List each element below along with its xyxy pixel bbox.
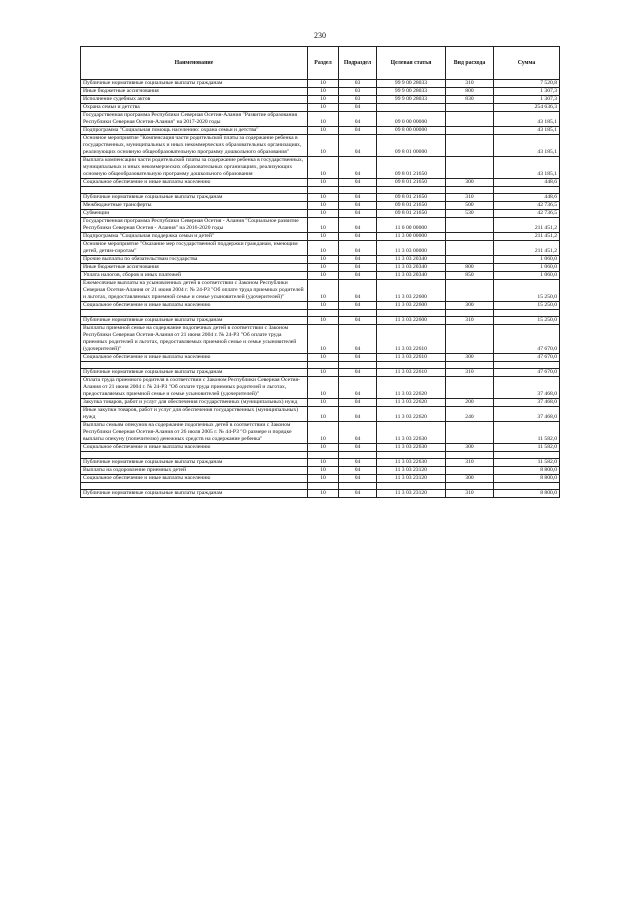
cell-celevaya: 11 3 03 22620: [377, 407, 446, 422]
cell-summa: 43 185,1: [494, 135, 560, 157]
cell-podrazdel: 04: [339, 377, 377, 399]
cell-podrazdel: 04: [339, 459, 377, 467]
cell-name: Социальное обеспечение и иные выплаты населению: [81, 179, 308, 187]
cell-vid: 850: [446, 272, 494, 280]
cell-razdel: 10: [308, 459, 339, 467]
cell-podrazdel: 04: [339, 467, 377, 475]
cell-celevaya: [377, 362, 446, 369]
cell-razdel: 10: [308, 80, 339, 88]
cell-vid: [446, 218, 494, 233]
cell-name: [81, 483, 308, 490]
cell-vid: 310: [446, 490, 494, 498]
cell-summa: [494, 452, 560, 459]
table-row: [81, 467, 560, 475]
cell-name: Публичные нормативные социальные выплаты гражданам: [81, 194, 308, 202]
table-row: [81, 490, 560, 498]
cell-summa: 15 250,0: [494, 280, 560, 302]
cell-name: Уплата налогов, сборов и иных платежей: [81, 272, 308, 280]
cell-razdel: 10: [308, 256, 339, 264]
cell-razdel: 10: [308, 325, 339, 354]
cell-razdel: 10: [308, 467, 339, 475]
cell-celevaya: 09 0 00 00000: [377, 112, 446, 127]
table-row: [81, 210, 560, 218]
cell-vid: 310: [446, 194, 494, 202]
cell-podrazdel: 04: [339, 104, 377, 112]
cell-podrazdel: 03: [339, 88, 377, 96]
cell-razdel: 10: [308, 444, 339, 452]
cell-name: Социальное обеспечение и иные выплаты населению: [81, 302, 308, 310]
cell-podrazdel: 04: [339, 241, 377, 256]
cell-vid: 800: [446, 264, 494, 272]
spacer-row: [81, 362, 560, 369]
cell-name: Основное мероприятие "Компенсация части родительской платы за содержание ребенка в государственных, муниципальных и иных некоммерческих образовательных организациях, реализующих основную общеобразовательную программу дошкольного образования": [81, 135, 308, 157]
header-razdel: Раздел: [308, 47, 339, 80]
cell-podrazdel: [339, 362, 377, 369]
cell-vid: [446, 256, 494, 264]
table-row: [81, 325, 560, 354]
cell-podrazdel: 04: [339, 280, 377, 302]
cell-podrazdel: 04: [339, 179, 377, 187]
cell-celevaya: [377, 104, 446, 112]
cell-name: Исполнение судебных актов: [81, 96, 308, 104]
cell-summa: [494, 483, 560, 490]
cell-summa: 15 250,0: [494, 317, 560, 325]
cell-name: [81, 187, 308, 194]
cell-razdel: 10: [308, 88, 339, 96]
cell-vid: 310: [446, 80, 494, 88]
cell-podrazdel: 04: [339, 210, 377, 218]
cell-vid: 310: [446, 459, 494, 467]
cell-razdel: 10: [308, 280, 339, 302]
cell-razdel: 10: [308, 218, 339, 233]
cell-celevaya: 11 3 03 00000: [377, 241, 446, 256]
cell-summa: 47 670,0: [494, 354, 560, 362]
cell-summa: 211 451,2: [494, 218, 560, 233]
cell-name: Публичные нормативные социальные выплаты гражданам: [81, 317, 308, 325]
cell-vid: [446, 241, 494, 256]
cell-celevaya: 09 8 00 00000: [377, 127, 446, 135]
table-row: [81, 112, 560, 127]
cell-name: Социальное обеспечение и иные выплаты населению: [81, 444, 308, 452]
cell-celevaya: 11 3 03 22630: [377, 444, 446, 452]
cell-celevaya: 09 8 01 00000: [377, 135, 446, 157]
table-row: [81, 354, 560, 362]
cell-name: Публичные нормативные социальные выплаты гражданам: [81, 80, 308, 88]
cell-vid: [446, 280, 494, 302]
cell-podrazdel: 04: [339, 369, 377, 377]
cell-celevaya: 11 3 03 22630: [377, 459, 446, 467]
cell-celevaya: 11 3 03 22610: [377, 369, 446, 377]
cell-summa: 43 185,1: [494, 112, 560, 127]
cell-summa: 1 307,3: [494, 96, 560, 104]
cell-name: Социальное обеспечение и иные выплаты населению: [81, 354, 308, 362]
cell-vid: 800: [446, 88, 494, 96]
cell-vid: 310: [446, 369, 494, 377]
cell-podrazdel: [339, 483, 377, 490]
cell-podrazdel: 04: [339, 302, 377, 310]
cell-celevaya: 11 3 03 20340: [377, 256, 446, 264]
cell-razdel: 10: [308, 475, 339, 483]
table-row: [81, 218, 560, 233]
cell-razdel: [308, 452, 339, 459]
cell-razdel: 10: [308, 127, 339, 135]
cell-name: Иные бюджетные ассигнования: [81, 88, 308, 96]
cell-vid: [446, 362, 494, 369]
cell-razdel: [308, 187, 339, 194]
cell-razdel: 10: [308, 157, 339, 179]
cell-name: Подпрограмма "Социальная помощь населению: охрана семьи и детства": [81, 127, 308, 135]
cell-summa: 42 736,5: [494, 210, 560, 218]
cell-podrazdel: 04: [339, 233, 377, 241]
cell-podrazdel: 04: [339, 127, 377, 135]
cell-name: Охрана семьи и детства: [81, 104, 308, 112]
cell-razdel: 10: [308, 179, 339, 187]
table-row: [81, 241, 560, 256]
cell-vid: [446, 467, 494, 475]
header-vid: Вид расхода: [446, 47, 494, 80]
cell-podrazdel: 04: [339, 317, 377, 325]
cell-vid: [446, 157, 494, 179]
table-row: [81, 179, 560, 187]
cell-podrazdel: 04: [339, 202, 377, 210]
cell-celevaya: 11 3 03 22600: [377, 280, 446, 302]
cell-vid: [446, 483, 494, 490]
cell-razdel: 10: [308, 317, 339, 325]
cell-name: Иные бюджетные ассигнования: [81, 264, 308, 272]
cell-razdel: 10: [308, 302, 339, 310]
cell-razdel: 10: [308, 272, 339, 280]
cell-razdel: [308, 362, 339, 369]
cell-vid: 310: [446, 317, 494, 325]
cell-razdel: 10: [308, 377, 339, 399]
cell-razdel: 10: [308, 490, 339, 498]
table-row: [81, 280, 560, 302]
cell-celevaya: 11 3 03 22630: [377, 422, 446, 444]
header-celevaya: Целевая статья: [377, 47, 446, 80]
spacer-row: [81, 483, 560, 490]
cell-celevaya: 11 3 03 23120: [377, 475, 446, 483]
cell-podrazdel: 04: [339, 490, 377, 498]
table-row: [81, 317, 560, 325]
cell-summa: 11 582,0: [494, 422, 560, 444]
cell-summa: 11 582,0: [494, 444, 560, 452]
cell-name: Публичные нормативные социальные выплаты гражданам: [81, 490, 308, 498]
budget-table: [80, 46, 560, 498]
spacer-row: [81, 452, 560, 459]
cell-summa: 448,6: [494, 179, 560, 187]
cell-name: Публичные нормативные социальные выплаты гражданам: [81, 369, 308, 377]
cell-summa: 43 185,1: [494, 157, 560, 179]
cell-summa: 1 060,0: [494, 256, 560, 264]
cell-vid: [446, 104, 494, 112]
table-row: [81, 88, 560, 96]
cell-summa: [494, 362, 560, 369]
cell-summa: 43 185,1: [494, 127, 560, 135]
table-row: [81, 135, 560, 157]
cell-razdel: 10: [308, 112, 339, 127]
cell-vid: 830: [446, 96, 494, 104]
cell-summa: 15 250,0: [494, 302, 560, 310]
cell-celevaya: 11 3 03 22610: [377, 325, 446, 354]
cell-razdel: 10: [308, 422, 339, 444]
cell-vid: 300: [446, 302, 494, 310]
table-row: [81, 127, 560, 135]
cell-celevaya: 99 9 00 28033: [377, 96, 446, 104]
cell-celevaya: 11 3 03 22600: [377, 317, 446, 325]
table-body: [81, 80, 560, 498]
cell-podrazdel: 04: [339, 444, 377, 452]
cell-vid: 300: [446, 354, 494, 362]
cell-razdel: 10: [308, 135, 339, 157]
cell-vid: [446, 112, 494, 127]
cell-razdel: 10: [308, 202, 339, 210]
cell-razdel: 10: [308, 241, 339, 256]
cell-celevaya: 11 3 03 22610: [377, 354, 446, 362]
cell-summa: 254 636,3: [494, 104, 560, 112]
cell-celevaya: 09 8 01 21650: [377, 194, 446, 202]
cell-summa: 42 736,5: [494, 202, 560, 210]
cell-celevaya: 99 9 00 28033: [377, 88, 446, 96]
cell-summa: 8 800,0: [494, 467, 560, 475]
page-number: 230: [314, 31, 326, 40]
cell-summa: 1 060,0: [494, 272, 560, 280]
cell-summa: [494, 187, 560, 194]
table-row: [81, 422, 560, 444]
table-row: [81, 256, 560, 264]
cell-podrazdel: 03: [339, 96, 377, 104]
table-row: [81, 202, 560, 210]
cell-name: Социальное обеспечение и иные выплаты населению: [81, 475, 308, 483]
cell-summa: 37 468,0: [494, 399, 560, 407]
cell-razdel: 10: [308, 194, 339, 202]
cell-razdel: [308, 310, 339, 317]
cell-podrazdel: [339, 452, 377, 459]
cell-celevaya: 11 3 03 20340: [377, 272, 446, 280]
cell-summa: 47 670,0: [494, 325, 560, 354]
cell-vid: 500: [446, 202, 494, 210]
cell-razdel: 10: [308, 96, 339, 104]
cell-name: Государственная программа Республики Северная Осетия - Алания "Социальное развитие Республики Северная Осетия - Алания" на 2016-2020 годы: [81, 218, 308, 233]
table-row: [81, 399, 560, 407]
cell-summa: 7 520,8: [494, 80, 560, 88]
table-row: [81, 233, 560, 241]
cell-podrazdel: 03: [339, 80, 377, 88]
cell-name: Выплаты приемной семье на содержание подопечных детей в соответствии с Законом Республики Северная Осетия-Алания от 21 июня 2004 г. № 24-РЗ "Об оплате труда приемных родителей и льготах, предоставляемых приемной семье и семье усыновителей (удочерителей)": [81, 325, 308, 354]
cell-celevaya: 99 9 00 28033: [377, 80, 446, 88]
cell-vid: [446, 187, 494, 194]
cell-summa: 11 582,0: [494, 459, 560, 467]
cell-summa: 8 800,0: [494, 475, 560, 483]
cell-podrazdel: 04: [339, 407, 377, 422]
cell-celevaya: [377, 483, 446, 490]
cell-celevaya: 11 3 03 22620: [377, 399, 446, 407]
cell-podrazdel: 04: [339, 194, 377, 202]
cell-razdel: 10: [308, 104, 339, 112]
cell-celevaya: [377, 452, 446, 459]
table-row: [81, 377, 560, 399]
cell-summa: 37 468,0: [494, 407, 560, 422]
table-row: [81, 302, 560, 310]
table-row: [81, 157, 560, 179]
cell-podrazdel: [339, 187, 377, 194]
cell-celevaya: 09 8 01 21650: [377, 202, 446, 210]
table-row: [81, 272, 560, 280]
cell-vid: 300: [446, 475, 494, 483]
cell-celevaya: 11 3 03 23120: [377, 490, 446, 498]
table-row: [81, 80, 560, 88]
table-row: [81, 407, 560, 422]
cell-summa: 211 451,2: [494, 233, 560, 241]
cell-podrazdel: 04: [339, 218, 377, 233]
cell-celevaya: 11 3 03 22620: [377, 377, 446, 399]
header-summa: Сумма: [494, 47, 560, 80]
cell-name: Выплата компенсации части родительской платы за содержание ребенка в государственных, муниципальных и иных некоммерческих образовательных организациях, реализующих основную общеобразовательную программу дошкольного образования: [81, 157, 308, 179]
cell-podrazdel: 04: [339, 256, 377, 264]
cell-podrazdel: [339, 310, 377, 317]
cell-name: Публичные нормативные социальные выплаты гражданам: [81, 459, 308, 467]
cell-summa: 8 800,0: [494, 490, 560, 498]
cell-celevaya: 09 8 01 21650: [377, 179, 446, 187]
cell-podrazdel: 04: [339, 264, 377, 272]
cell-name: Субвенции: [81, 210, 308, 218]
cell-vid: [446, 452, 494, 459]
cell-celevaya: 11 3 03 22600: [377, 302, 446, 310]
cell-celevaya: 09 8 01 21650: [377, 210, 446, 218]
cell-vid: [446, 127, 494, 135]
cell-name: Прочие выплаты по обязательствам государства: [81, 256, 308, 264]
table-row: [81, 264, 560, 272]
cell-name: Иные закупки товаров, работ и услуг для обеспечения государственных (муниципальных) нужд: [81, 407, 308, 422]
table-row: [81, 369, 560, 377]
cell-celevaya: [377, 187, 446, 194]
cell-razdel: 10: [308, 369, 339, 377]
cell-summa: [494, 310, 560, 317]
header-name: Наименование: [81, 47, 308, 80]
cell-vid: [446, 233, 494, 241]
header-podrazdel: Подраздел: [339, 47, 377, 80]
cell-vid: [446, 135, 494, 157]
cell-celevaya: 11 0 00 00000: [377, 218, 446, 233]
table-row: [81, 459, 560, 467]
cell-summa: 211 451,2: [494, 241, 560, 256]
cell-podrazdel: 04: [339, 399, 377, 407]
cell-vid: [446, 377, 494, 399]
cell-razdel: 10: [308, 264, 339, 272]
table-row: [81, 104, 560, 112]
cell-name: Государственная программа Республики Северная Осетия-Алания "Развитие образования Республики Северная Осетия-Алания" на 2017-2020 годы: [81, 112, 308, 127]
table-header: [81, 47, 560, 80]
cell-razdel: 10: [308, 233, 339, 241]
cell-podrazdel: 04: [339, 157, 377, 179]
cell-name: Подпрограмма "Социальная поддержка семьи и детей": [81, 233, 308, 241]
cell-vid: [446, 422, 494, 444]
table-row: [81, 475, 560, 483]
cell-name: Основное мероприятие "Оказание мер государственной поддержки гражданам, имеющим детей, детям-сиротам": [81, 241, 308, 256]
cell-name: Выплаты на оздоровление приемных детей: [81, 467, 308, 475]
cell-summa: 1 060,0: [494, 264, 560, 272]
cell-razdel: [308, 483, 339, 490]
cell-summa: 37 468,0: [494, 377, 560, 399]
cell-summa: 1 307,3: [494, 88, 560, 96]
cell-name: Закупка товаров, работ и услуг для обеспечения государственных (муниципальных) нужд: [81, 399, 308, 407]
cell-razdel: 10: [308, 407, 339, 422]
table-row: [81, 444, 560, 452]
cell-vid: 240: [446, 407, 494, 422]
cell-razdel: 10: [308, 399, 339, 407]
cell-celevaya: [377, 310, 446, 317]
cell-podrazdel: 04: [339, 112, 377, 127]
cell-vid: 300: [446, 179, 494, 187]
cell-name: Выплаты семьям опекунов на содержание подопечных детей в соответствии с Законом Республики Северная Осетия-Алания от 26 июля 2005 г. № 44-РЗ "О размере и порядке выплаты опекуну (попечителю) денежных средств на содержание ребенка": [81, 422, 308, 444]
cell-summa: 47 670,0: [494, 369, 560, 377]
cell-podrazdel: 04: [339, 272, 377, 280]
cell-name: Ежемесячные выплаты на усыновленных детей в соответствии с Законом Республики Северная Осетия-Алания от 21 июня 2004 г. № 24-РЗ "Об оплате труда приемных родителей и льготах, предоставляемых приемной семье и семье усыновителей (удочерителей)": [81, 280, 308, 302]
cell-summa: 448,6: [494, 194, 560, 202]
cell-name: Оплата труда приемного родителя в соответствии с Законом Республики Северная Осетия-Алания от 21 июня 2004 г. № 24-РЗ "Об оплате труда приемных родителей и льготах, предоставляемых приемной семье и семье усыновителей (удочерителей)": [81, 377, 308, 399]
spacer-row: [81, 310, 560, 317]
cell-razdel: 10: [308, 354, 339, 362]
cell-name: [81, 452, 308, 459]
cell-podrazdel: 04: [339, 325, 377, 354]
spacer-row: [81, 187, 560, 194]
cell-razdel: 10: [308, 210, 339, 218]
cell-name: [81, 362, 308, 369]
cell-vid: 200: [446, 399, 494, 407]
cell-podrazdel: 04: [339, 475, 377, 483]
cell-name: [81, 310, 308, 317]
cell-name: Межбюджетные трансферты: [81, 202, 308, 210]
table-row: [81, 194, 560, 202]
cell-vid: [446, 325, 494, 354]
cell-podrazdel: 04: [339, 422, 377, 444]
cell-celevaya: 11 3 03 20340: [377, 264, 446, 272]
cell-vid: 300: [446, 444, 494, 452]
cell-vid: 530: [446, 210, 494, 218]
cell-podrazdel: 04: [339, 354, 377, 362]
table-row: [81, 96, 560, 104]
cell-podrazdel: 04: [339, 135, 377, 157]
cell-celevaya: 09 8 01 21650: [377, 157, 446, 179]
cell-celevaya: 11 3 00 00000: [377, 233, 446, 241]
cell-celevaya: 11 3 03 23120: [377, 467, 446, 475]
cell-vid: [446, 310, 494, 317]
